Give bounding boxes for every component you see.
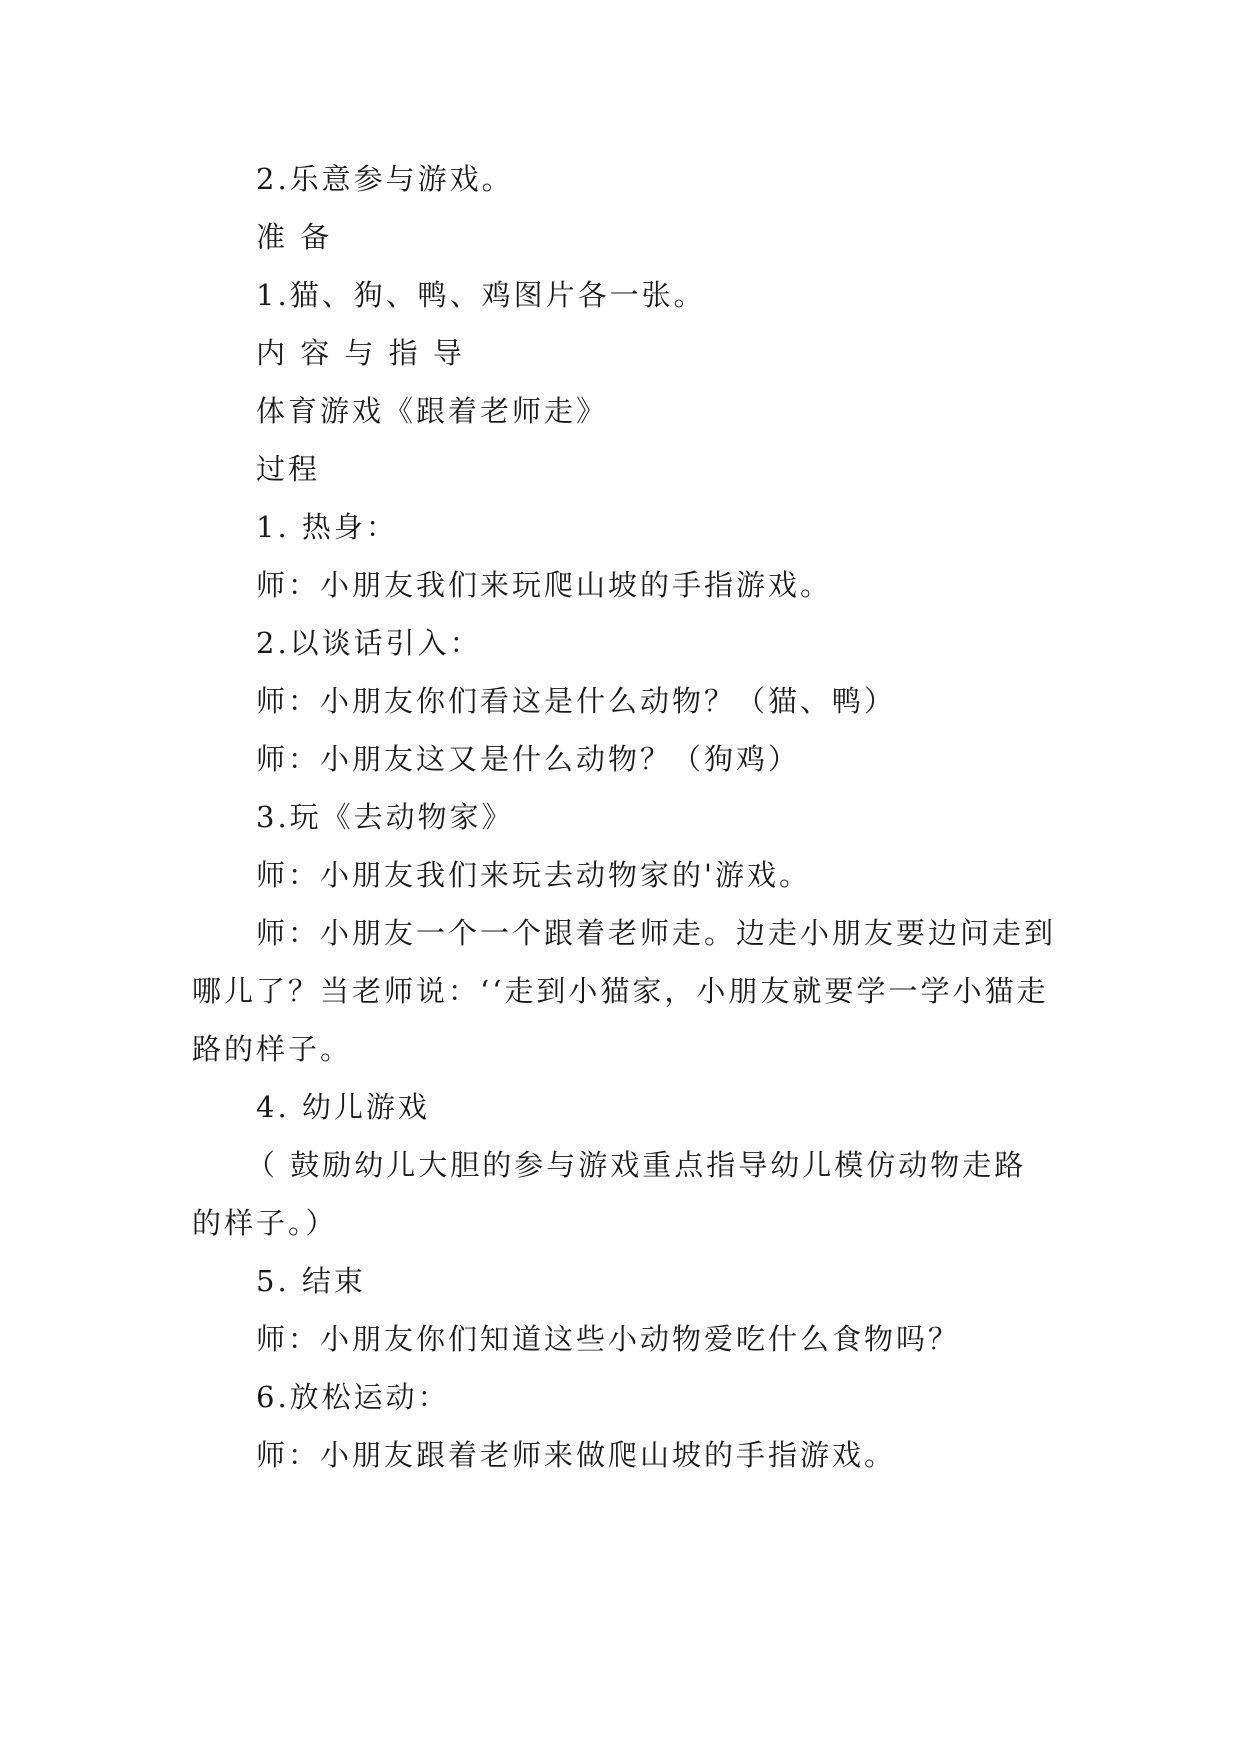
section-heading-process: 过程 xyxy=(256,452,321,486)
teacher-line: 师：小朋友这又是什么动物？（狗鸡） xyxy=(256,742,801,776)
objective-item-2: 2.乐意参与游戏。 xyxy=(256,162,514,196)
section-heading-content: 内 容 与 指 导 xyxy=(256,336,465,370)
preparation-item-1: 1.猫、狗、鸭、鸡图片各一张。 xyxy=(256,278,706,312)
guidance-note: （ 鼓励幼儿大胆的参与游戏重点指导幼儿模仿动物走路的样子。） xyxy=(192,1148,1027,1240)
step-5-heading: 5. 结束 xyxy=(256,1264,366,1298)
step-1-heading: 1. 热身： xyxy=(256,510,398,544)
teacher-line: 师：小朋友跟着老师来做爬山坡的手指游戏。 xyxy=(256,1438,897,1472)
step-6-heading: 6.放松运动： xyxy=(256,1380,450,1414)
step-2-heading: 2.以谈话引入： xyxy=(256,626,482,660)
step-4-heading: 4. 幼儿游戏 xyxy=(256,1090,430,1124)
teacher-paragraph: 师：小朋友一个一个跟着老师走。边走小朋友要边问走到哪儿了？当老师说：‘‘走到小猫家，小朋友就要学一学小猫走路的样子。 xyxy=(192,916,1057,1066)
teacher-line: 师：小朋友我们来玩去动物家的'游戏。 xyxy=(256,858,811,892)
document-body xyxy=(192,150,1057,1484)
teacher-line: 师：小朋友你们看这是什么动物？（猫、鸭） xyxy=(256,684,897,718)
teacher-line: 师：小朋友你们知道这些小动物爱吃什么食物吗？ xyxy=(256,1322,961,1356)
activity-title: 体育游戏《跟着老师走》 xyxy=(256,394,609,428)
step-3-heading: 3.玩《去动物家》 xyxy=(256,800,514,834)
teacher-line: 师：小朋友我们来玩爬山坡的手指游戏。 xyxy=(256,568,833,602)
section-heading-preparation: 准 备 xyxy=(256,220,333,254)
